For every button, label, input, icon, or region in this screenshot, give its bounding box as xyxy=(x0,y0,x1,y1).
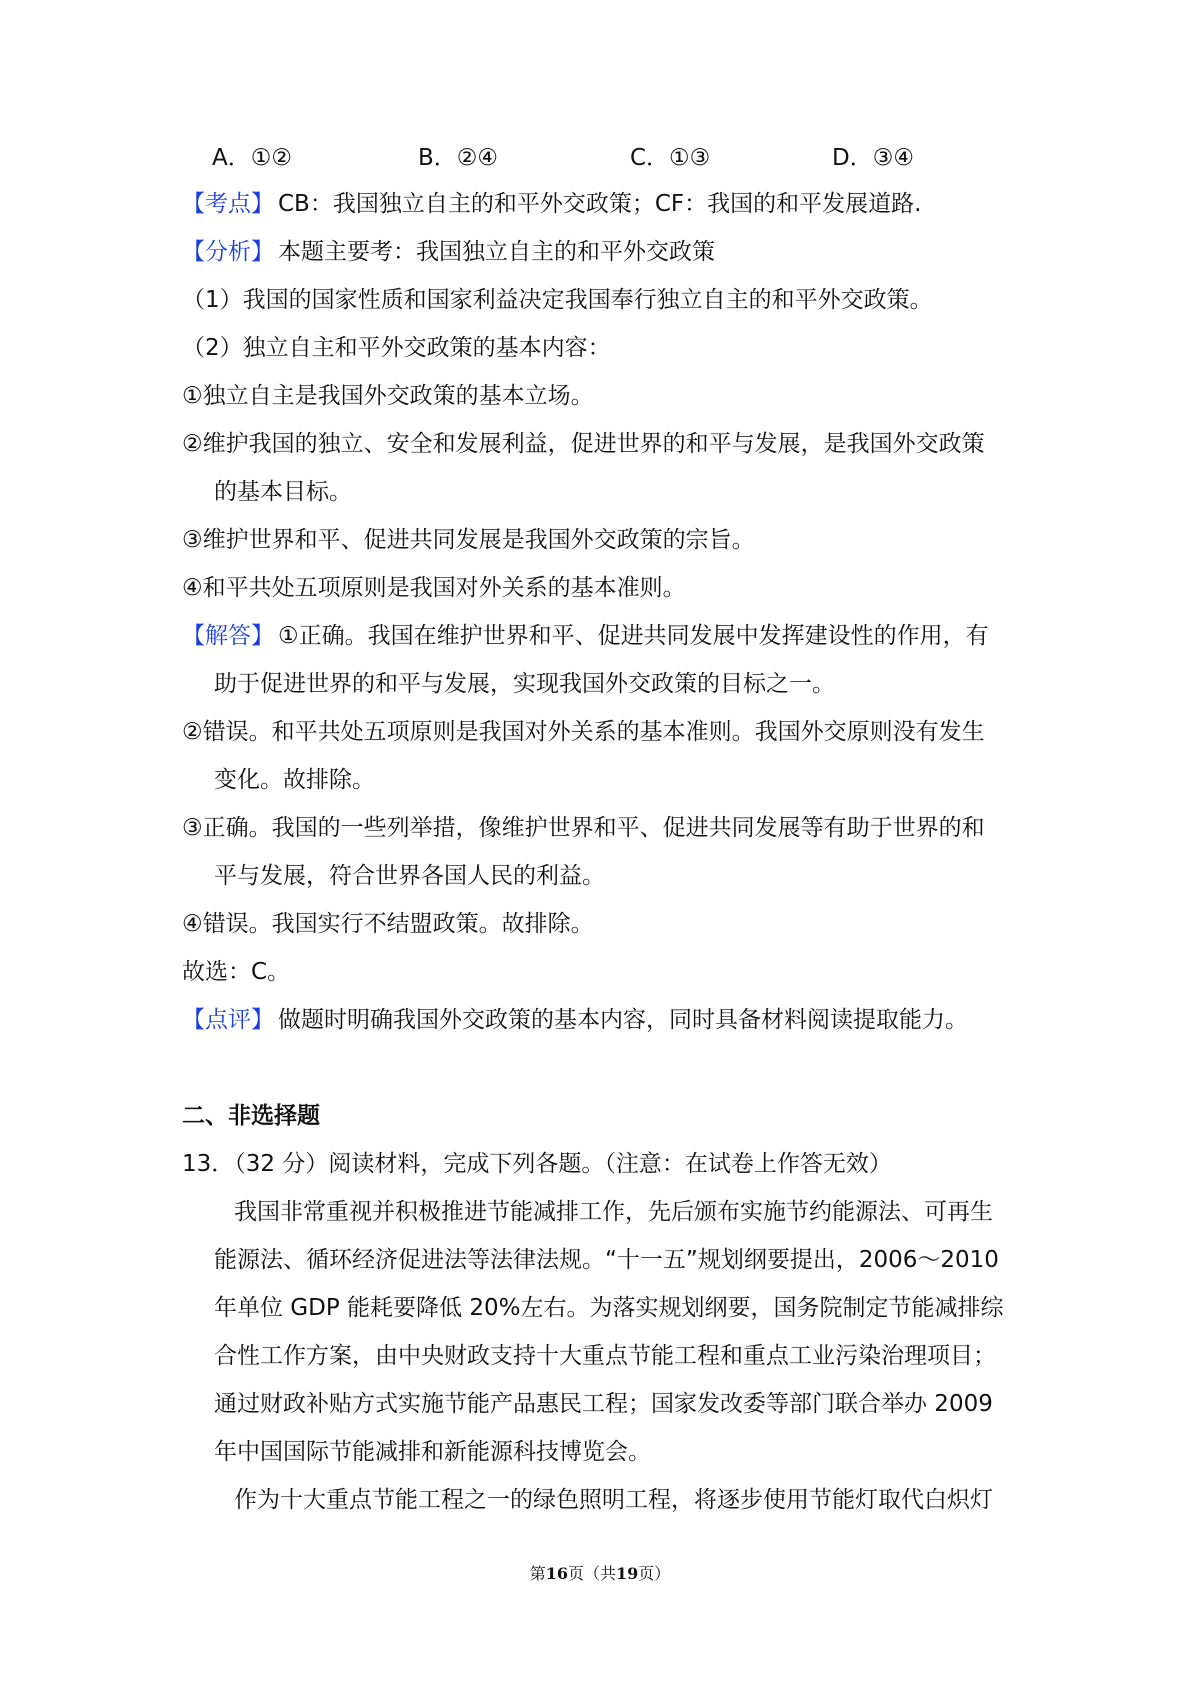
jieda-item-3 xyxy=(0,808,1200,848)
fenxi-line-text: ④和平共处五项原则是我国对外关系的基本准则。 xyxy=(182,575,686,601)
fenxi-line-text: （2）独立自主和平外交政策的基本内容： xyxy=(182,335,611,361)
jieda-item-3-cont xyxy=(0,856,1200,896)
jieda-item-4 xyxy=(0,904,1200,944)
question-header: 13．（32 分）阅读材料，完成下列各题。（注意：在试卷上作答无效） xyxy=(182,1151,892,1177)
jieda-line-text: 平与发展，符合世界各国人民的利益。 xyxy=(214,863,605,889)
question-material-5 xyxy=(0,1384,1200,1424)
footer-total-pages: 19 xyxy=(616,1564,639,1583)
question-material-6 xyxy=(0,1432,1200,1472)
answer-options xyxy=(0,138,1200,178)
fenxi-item-4 xyxy=(0,568,1200,608)
fenxi-line-text: 的基本目标。 xyxy=(214,479,352,505)
fenxi-line-text: （1）我国的国家性质和国家利益决定我国奉行独立自主的和平外交政策。 xyxy=(182,287,933,313)
question-header-line xyxy=(0,1144,1200,1184)
section-title-line xyxy=(0,1096,1200,1136)
material-line-text: 年单位 GDP 能耗要降低 20%左右。为落实规划纲要，国务院制定节能减排综 xyxy=(214,1295,1004,1321)
fenxi-item-1 xyxy=(0,376,1200,416)
fenxi-line-text: ①独立自主是我国外交政策的基本立场。 xyxy=(182,383,594,409)
fenxi-line-text: ②维护我国的独立、安全和发展利益，促进世界的和平与发展，是我国外交政策 xyxy=(182,431,985,457)
question-material-7 xyxy=(0,1480,1200,1520)
option-a: A．①② xyxy=(212,145,292,171)
kaodian-text: CB：我国独立自主的和平外交政策；CF：我国的和平发展道路. xyxy=(278,191,922,217)
dianping-text: 做题时明确我国外交政策的基本内容，同时具备材料阅读提取能力。 xyxy=(278,1007,968,1033)
jieda-line-text: ②错误。和平共处五项原则是我国对外关系的基本准则。我国外交原则没有发生 xyxy=(182,719,985,745)
jieda-item-2-cont xyxy=(0,760,1200,800)
footer-middle: 页（共 xyxy=(567,1564,616,1583)
fenxi-line-text: ③维护世界和平、促进共同发展是我国外交政策的宗旨。 xyxy=(182,527,755,553)
fenxi-point-2 xyxy=(0,328,1200,368)
question-material-4 xyxy=(0,1336,1200,1376)
dianping-line xyxy=(0,1000,1200,1040)
fenxi-point-1 xyxy=(0,280,1200,320)
jieda-line-text: ③正确。我国的一些列举措，像维护世界和平、促进共同发展等有助于世界的和 xyxy=(182,815,985,841)
jieda-line-text: 变化。故排除。 xyxy=(214,767,375,793)
fenxi-tag: 【分析】 xyxy=(182,239,274,265)
fenxi-text: 本题主要考：我国独立自主的和平外交政策 xyxy=(278,239,715,265)
material-line-text: 我国非常重视并积极推进节能减排工作，先后颁布实施节约能源法、可再生 xyxy=(234,1199,993,1225)
jieda-choice xyxy=(0,952,1200,992)
footer-page-number: 16 xyxy=(545,1564,568,1583)
jieda-line-text: 故选：C。 xyxy=(182,959,291,985)
jieda-tag: 【解答】 xyxy=(182,623,274,649)
material-line-text: 能源法、循环经济促进法等法律法规。“十一五”规划纲要提出，2006～2010 xyxy=(214,1247,999,1273)
jieda-item-2 xyxy=(0,712,1200,752)
question-material-1 xyxy=(0,1192,1200,1232)
fenxi-item-3 xyxy=(0,520,1200,560)
kaodian-tag: 【考点】 xyxy=(182,191,274,217)
jieda-line xyxy=(0,616,1200,656)
fenxi-item-2 xyxy=(0,424,1200,464)
section-title: 二、非选择题 xyxy=(182,1103,320,1129)
page-footer xyxy=(0,1562,1200,1586)
material-line-text: 合性工作方案，由中央财政支持十大重点节能工程和重点工业污染治理项目； xyxy=(214,1343,996,1369)
dianping-tag: 【点评】 xyxy=(182,1007,274,1033)
option-d: D．③④ xyxy=(832,145,914,171)
jieda-line-text: ④错误。我国实行不结盟政策。故排除。 xyxy=(182,911,594,937)
jieda-line-text: 助于促进世界的和平与发展，实现我国外交政策的目标之一。 xyxy=(214,671,835,697)
question-material-2 xyxy=(0,1240,1200,1280)
jieda-text: ①正确。我国在维护世界和平、促进共同发展中发挥建设性的作用，有 xyxy=(278,623,989,649)
footer-prefix: 第 xyxy=(529,1564,546,1583)
option-b: B．②④ xyxy=(418,145,499,171)
option-c: C．①③ xyxy=(630,145,711,171)
material-line-text: 年中国国际节能减排和新能源科技博览会。 xyxy=(214,1439,651,1465)
material-line-text: 作为十大重点节能工程之一的绿色照明工程，将逐步使用节能灯取代白炽灯 xyxy=(234,1487,993,1513)
material-line-text: 通过财政补贴方式实施节能产品惠民工程；国家发改委等部门联合举办 2009 xyxy=(214,1391,993,1417)
fenxi-line xyxy=(0,232,1200,272)
footer-suffix: 页） xyxy=(638,1564,671,1583)
kaodian-line xyxy=(0,184,1200,224)
fenxi-item-2-cont xyxy=(0,472,1200,512)
jieda-cont-1 xyxy=(0,664,1200,704)
question-material-3 xyxy=(0,1288,1200,1328)
